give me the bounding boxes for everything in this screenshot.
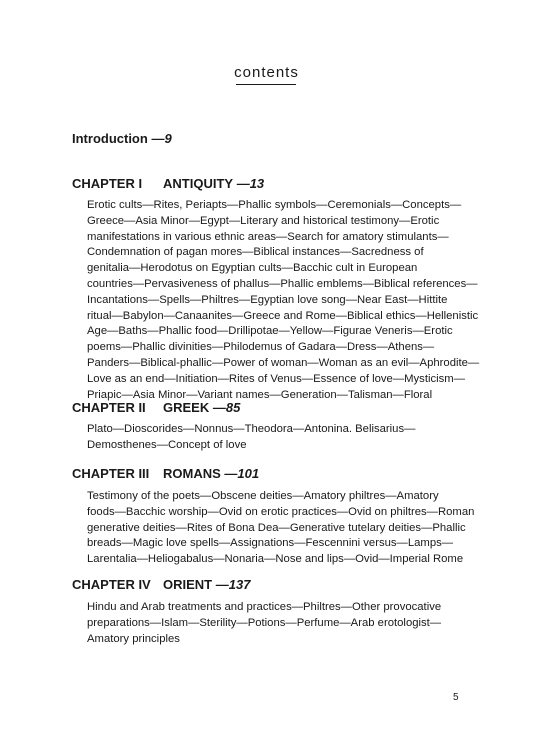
summary-line: Incantations—Spells—Philtres—Egyptian love song—Near East—Hittite: [87, 293, 448, 306]
summary-line: poems—Phallic divinities—Philodemus of Gadara—Dress—Athens—: [87, 341, 435, 354]
summary-line: Hindu and Arab treatments and practices—Philtres—Other provocative: [87, 601, 442, 613]
chapter-page: —13: [236, 176, 265, 191]
contents-heading: contents: [234, 64, 299, 81]
introduction-page: —9: [151, 131, 172, 146]
summary-line: Love as an end—Initiation—Rites of Venus—Essence of love—Mysticism—: [87, 372, 465, 385]
chapter-title: ANTIQUITY: [163, 176, 234, 191]
summary-line: countries—Pervasiveness of phallus—Phallic emblems—Biblical references—: [87, 277, 478, 290]
summary-line: manifestations in various ethnic areas—Search for amatory stimulants—: [87, 230, 449, 243]
summary-line: genitalia—Herodotus on Egyptian cults—Bacchic cult in European: [87, 262, 418, 275]
chapter-number: CHAPTER II: [72, 400, 146, 415]
chapter-page: —137: [215, 577, 251, 592]
chapter-number: CHAPTER IV: [72, 577, 151, 592]
summary-line: Testimony of the poets—Obscene deities—Amatory philtres—Amatory: [87, 490, 439, 502]
chapter-summary: [87, 600, 463, 647]
summary-line: Amatory principles: [87, 632, 180, 645]
introduction-entry: [72, 131, 172, 146]
chapter-heading: [72, 577, 250, 592]
summary-line: Panders—Biblical-phallic—Power of woman—Woman as an evil—Aphrodite—: [87, 356, 480, 369]
chapter-number: CHAPTER III: [72, 466, 150, 481]
summary-line: Demosthenes—Concept of love: [87, 438, 247, 451]
chapter-page: —85: [212, 400, 241, 415]
summary-line: Plato—Dioscorides—Nonnus—Theodora—Antonina. Belisarius—: [87, 423, 416, 435]
summary-line: Erotic cults—Rites, Periapts—Phallic symbols—Ceremonials—Concepts—: [87, 199, 462, 211]
summary-line: foods—Bacchic worship—Ovid on erotic practices—Ovid on philtres—Roman: [87, 505, 475, 518]
summary-line: breads—Magic love spells—Assignations—Fescennini versus—Lamps—: [87, 537, 454, 550]
summary-line: Age—Baths—Phallic food—Drillipotae—Yellow—Figurae Veneris—Erotic: [87, 325, 453, 338]
chapter-number: CHAPTER I: [72, 176, 143, 191]
chapter-heading: [72, 466, 259, 481]
chapter-title: ORIENT: [163, 577, 213, 592]
heading-underline: [236, 84, 296, 85]
summary-line: generative deities—Rites of Bona Dea—Generative tutelary deities—Phallic: [87, 521, 466, 534]
chapter-summary: [87, 489, 475, 568]
chapter-summary: [87, 198, 480, 403]
summary-line: ritual—Babylon—Canaanites—Greece and Rome—Biblical ethics—Hellenistic: [87, 309, 479, 322]
chapter-page: —101: [224, 466, 260, 481]
page-number: 5: [453, 692, 459, 703]
chapter-summary: [87, 422, 463, 454]
chapter-title: ROMANS: [163, 466, 221, 481]
introduction-label: Introduction: [72, 131, 148, 146]
chapter-heading: [72, 176, 264, 191]
chapter-title: GREEK: [163, 400, 210, 415]
summary-line: Larentalia—Heliogabalus—Nonaria—Nose and lips—Ovid—Imperial Rome: [87, 553, 464, 566]
summary-line: preparations—Islam—Sterility—Potions—Perfume—Arab erotologist—: [87, 616, 442, 629]
summary-line: Condemnation of pagan mores—Biblical instances—Sacredness of: [87, 246, 424, 259]
summary-line: Priapic—Asia Minor—Variant names—Generation—Talisman—Floral: [87, 388, 433, 401]
summary-line: Greece—Asia Minor—Egypt—Literary and historical testimony—Erotic: [87, 214, 440, 227]
chapter-heading: [72, 400, 240, 415]
